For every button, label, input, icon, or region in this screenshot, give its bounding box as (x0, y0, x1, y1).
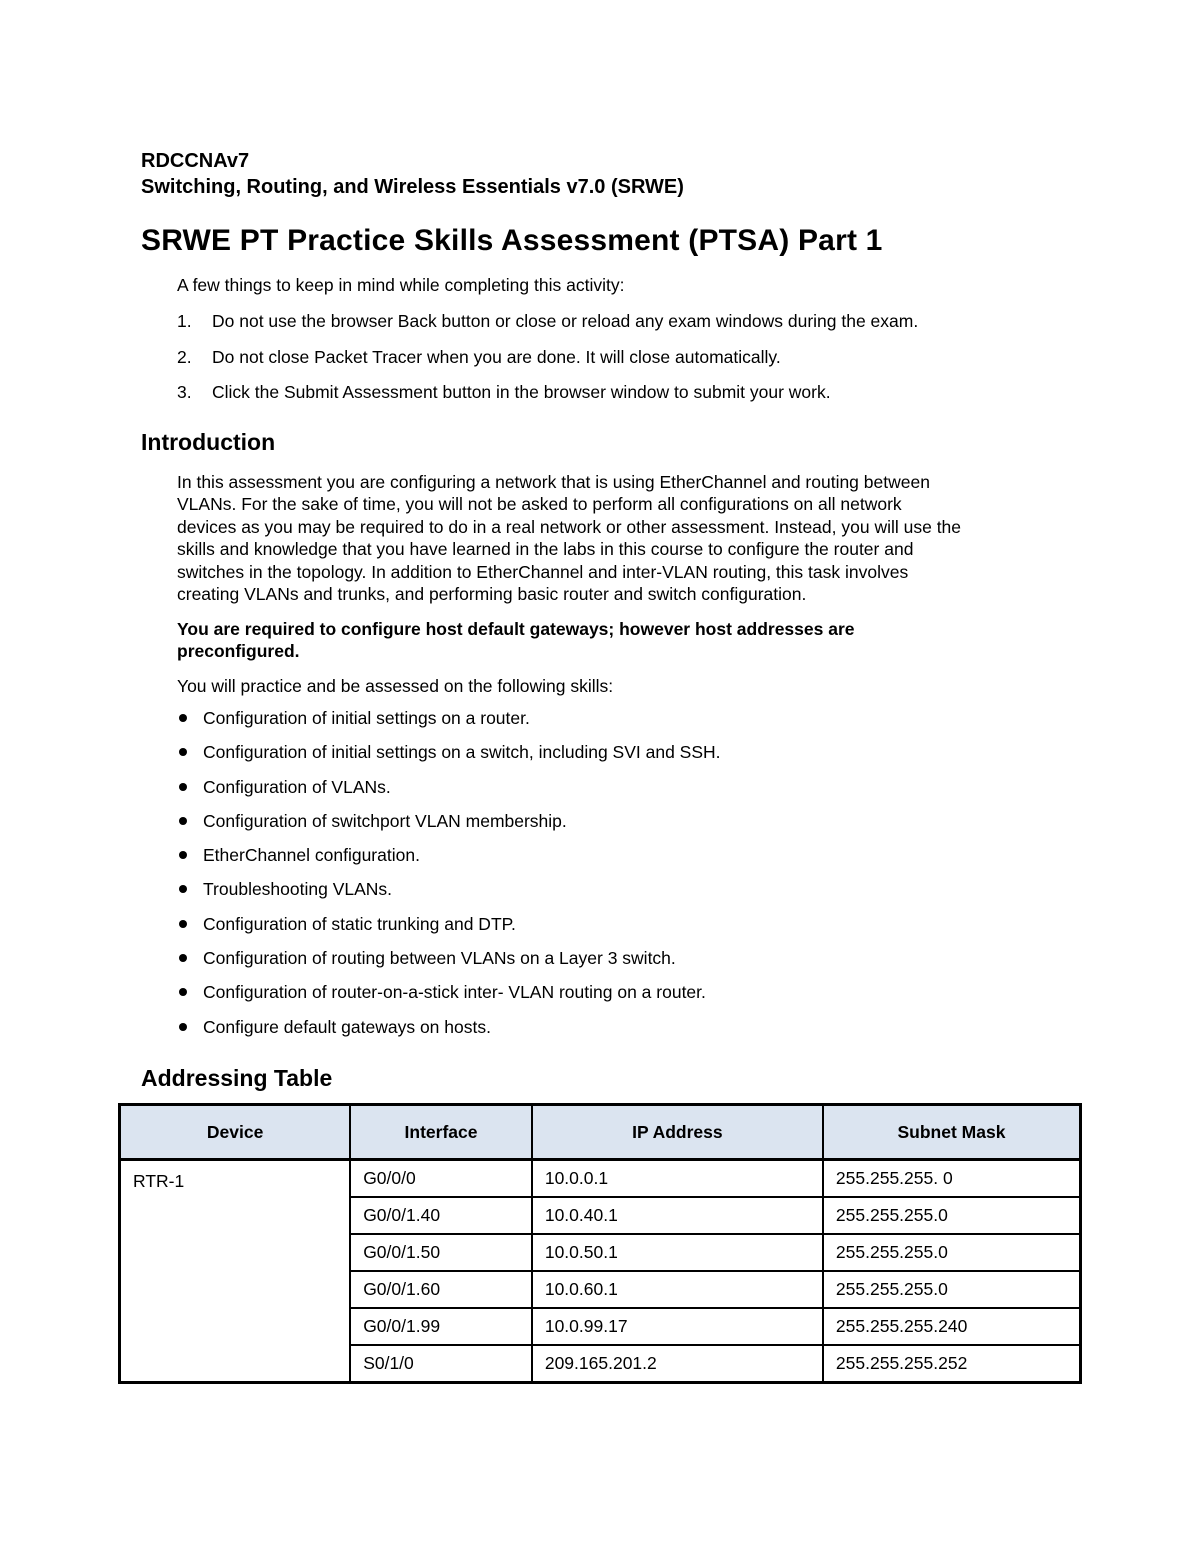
skill-text: Configure default gateways on hosts. (203, 1016, 491, 1037)
note-line: You are required to configure host default gateways; however host addresses are (177, 619, 855, 639)
skill-text: Configuration of VLANs. (203, 776, 391, 797)
table-row (120, 1160, 1081, 1198)
mask-cell: 255.255.255.240 (823, 1308, 1081, 1345)
addressing-table-heading: Addressing Table (141, 1065, 333, 1091)
instruction-number: 3. (177, 382, 192, 402)
bullet-icon (179, 783, 187, 791)
introduction-heading: Introduction (141, 429, 276, 455)
ip-cell: 10.0.0.1 (532, 1160, 823, 1198)
page-title: SRWE PT Practice Skills Assessment (PTSA) Part 1 (141, 224, 883, 257)
course-name: Switching, Routing, and Wireless Essentials v7.0 (SRWE) (141, 176, 684, 198)
instruction-number: 1. (177, 311, 192, 331)
table-header-row (120, 1105, 1081, 1160)
skill-text: Configuration of routing between VLANs on a Layer 3 switch. (203, 948, 676, 969)
note-line: preconfigured. (177, 641, 300, 662)
interface-cell: G0/0/1.50 (350, 1234, 532, 1271)
introduction-paragraph (177, 471, 1067, 605)
bullet-icon (179, 885, 187, 893)
skill-text: Configuration of router-on-a-stick inter- VLAN routing on a router. (203, 982, 706, 1003)
interface-cell: G0/0/1.99 (350, 1308, 532, 1345)
intro-line: skills and knowledge that you have learned in the labs in this course to configure the router and (177, 539, 914, 560)
skill-text: EtherChannel configuration. (203, 845, 420, 866)
instructions-intro: A few things to keep in mind while completing this activity: (177, 275, 625, 295)
bullet-icon (179, 954, 187, 962)
list-item (177, 809, 721, 843)
ip-cell: 209.165.201.2 (532, 1345, 823, 1383)
list-item (177, 843, 721, 877)
device-cell: RTR-1 (120, 1160, 351, 1383)
intro-line: creating VLANs and trunks, and performing basic router and switch configuration. (177, 584, 807, 605)
instruction-item (177, 382, 831, 403)
course-code: RDCCNAv7 (141, 150, 250, 172)
interface-cell: G0/0/0 (350, 1160, 532, 1198)
bullet-icon (179, 714, 187, 722)
instruction-text: Do not use the browser Back button or close or reload any exam windows during the exam. (212, 311, 919, 331)
list-item (177, 706, 721, 740)
skills-list (177, 706, 721, 1049)
intro-line: switches in the topology. In addition to EtherChannel and inter-VLAN routing, this task involves (177, 561, 909, 582)
ip-cell: 10.0.40.1 (532, 1197, 823, 1234)
bullet-icon (179, 988, 187, 996)
bullet-icon (179, 817, 187, 825)
list-item (177, 912, 721, 946)
instruction-item (177, 347, 781, 368)
skill-text: Configuration of switchport VLAN membership. (203, 810, 567, 831)
skills-intro: You will practice and be assessed on the following skills: (177, 676, 614, 696)
instruction-item (177, 311, 918, 332)
column-header: IP Address (532, 1105, 823, 1160)
list-item (177, 775, 721, 809)
skill-text: Troubleshooting VLANs. (203, 879, 393, 900)
mask-cell: 255.255.255.0 (823, 1197, 1081, 1234)
bullet-icon (179, 920, 187, 928)
interface-cell: S0/1/0 (350, 1345, 532, 1383)
list-item (177, 740, 721, 774)
intro-line: In this assessment you are configuring a network that is using EtherChannel and routing between (177, 472, 930, 492)
column-header: Device (120, 1105, 351, 1160)
column-header: Subnet Mask (823, 1105, 1081, 1160)
mask-cell: 255.255.255.0 (823, 1234, 1081, 1271)
skill-text: Configuration of initial settings on a router. (203, 708, 530, 728)
list-item (177, 1015, 721, 1049)
addressing-table (118, 1103, 1082, 1384)
bullet-icon (179, 851, 187, 859)
list-item (177, 877, 721, 911)
instruction-text: Do not close Packet Tracer when you are done. It will close automatically. (212, 347, 781, 367)
interface-cell: G0/0/1.60 (350, 1271, 532, 1308)
ip-cell: 10.0.60.1 (532, 1271, 823, 1308)
mask-cell: 255.255.255. 0 (823, 1160, 1081, 1198)
intro-line: devices as you may be required to do in a real network or other assessment. Instead, you will use the (177, 516, 962, 537)
gateway-note (177, 618, 1037, 663)
bullet-icon (179, 1023, 187, 1031)
mask-cell: 255.255.255.0 (823, 1271, 1081, 1308)
ip-cell: 10.0.99.17 (532, 1308, 823, 1345)
instruction-text: Click the Submit Assessment button in the browser window to submit your work. (212, 382, 831, 402)
list-item (177, 946, 721, 980)
ip-cell: 10.0.50.1 (532, 1234, 823, 1271)
list-item (177, 980, 721, 1014)
skill-text: Configuration of initial settings on a switch, including SVI and SSH. (203, 742, 721, 763)
interface-cell: G0/0/1.40 (350, 1197, 532, 1234)
bullet-icon (179, 748, 187, 756)
mask-cell: 255.255.255.252 (823, 1345, 1081, 1383)
column-header: Interface (350, 1105, 532, 1160)
intro-line: VLANs. For the sake of time, you will not be asked to perform all configurations on all network (177, 494, 902, 515)
skill-text: Configuration of static trunking and DTP. (203, 913, 516, 934)
instruction-number: 2. (177, 347, 192, 367)
